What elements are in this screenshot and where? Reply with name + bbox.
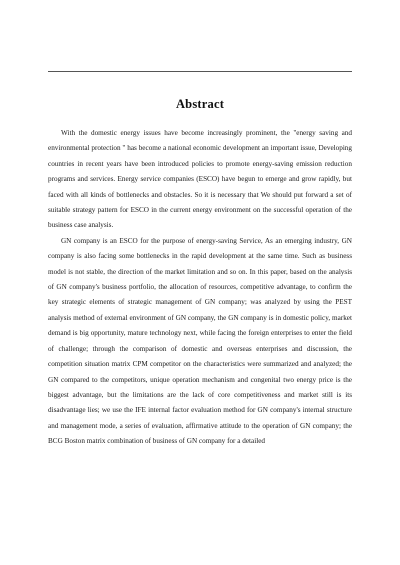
abstract-body: [48, 126, 352, 450]
abstract-paragraph-1: With the domestic energy issues have become increasingly prominent, the "energy saving and environmental protection " has become a national economic development an important issue, Developing countries in recent years have been introduced policies to promote energy-saving emission reduction programs and services. Energy service companies (ESCO) have begun to emerge and grow rapidly, but faced with all kinds of bottlenecks and obstacles. So it is necessary that We should put forward a set of suitable strategy pattern for ESCO in the current energy environment on the successful operation of the business case analysis.: [48, 129, 352, 230]
header-rule: [48, 71, 352, 72]
page-title: Abstract: [175, 97, 225, 111]
abstract-paragraph-2: GN company is an ESCO for the purpose of energy-saving Service, As an emerging industry, GN company is also facing some bottlenecks in the rapid development at the same time. Such as business model is not stable, the direction of the market limitation and so on. In this paper, based on the analysis of GN company's business portfolio, the allocation of resources, competitive advantage, to confirm the key strategic elements of strategic management of GN company; was analyzed by using the PEST analysis method of external environment of GN company, the GN company is in domestic policy, market demand is big opportunity, mature technology next, while facing the foreign enterprises to enter the field of challenge; through the comparison of domestic and overseas enterprises and discussion, the competition situation matrix CPM competitor on the characteristics were summarized and analyzed; the GN compared to the competitors, unique operation mechanism and congenital two energy price is the biggest advantage, but the limitations are the lack of core competitiveness and market still is its disadvantage lies; we use the IFE internal factor evaluation method for GN company's internal structure and management mode, a series of evaluation, affirmative attitude to the operation of GN company; the BCG Boston matrix combination of business of GN company for a detailed: [48, 236, 352, 446]
